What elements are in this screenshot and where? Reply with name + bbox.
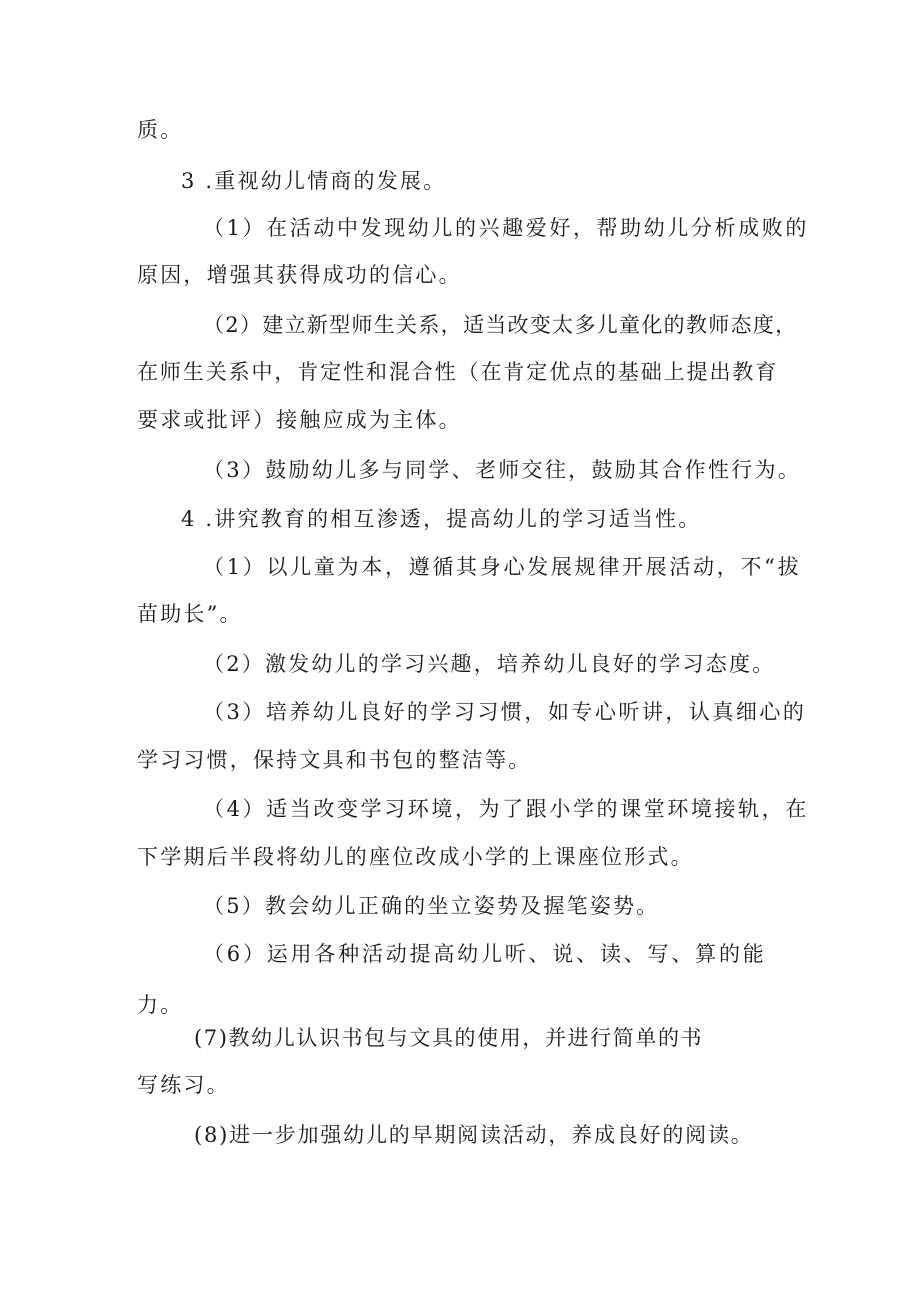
text-line: 下学期后半段将幼儿的座位改成小学的上课座位形式。 (137, 845, 694, 869)
text-line: 在师生关系中，肯定性和混合性（在肯定优点的基础上提出教育 (137, 360, 779, 384)
text-line: 力。 (137, 993, 184, 1017)
text-line: （3）鼓励幼儿多与同学、老师交往，鼓励其合作性行为。 (203, 458, 802, 482)
text-line: （1）在活动中发现幼儿的兴趣爱好，帮助幼儿分析成败的 (203, 216, 809, 240)
text-line: 原因，增强其获得成功的信心。 (137, 263, 462, 287)
text-line: 质。 (137, 118, 184, 142)
text-line: （6）运用各种活动提高幼儿听、说、读、写、算的能 (203, 942, 767, 966)
section-heading-3: 3 .重视幼儿情商的发展。 (181, 169, 447, 193)
text-line: 要求或批评）接触应成为主体。 (137, 408, 462, 432)
text-line: （2）激发幼儿的学习兴趣，培养幼儿良好的学习态度。 (203, 652, 776, 676)
text-line: （3）培养幼儿良好的学习习惯，如专心听讲，认真细心的 (203, 700, 807, 724)
text-line: (8)进一步加强幼儿的早期阅读活动，养成良好的阅读。 (194, 1123, 754, 1147)
text-line: 写练习。 (137, 1073, 230, 1097)
text-line: 苗助长”。 (137, 602, 243, 626)
text-line: （5）教会幼儿正确的坐立姿势及握笔姿势。 (203, 894, 660, 918)
text-line: (7)教幼儿认识书包与文具的使用，并进行简单的书 (194, 1026, 704, 1050)
text-line: （1）以儿童为本，遵循其身心发展规律开展活动，不“拔 (203, 555, 802, 579)
text-line: （2）建立新型师生关系，适当改变太多儿童化的教师态度， (203, 313, 798, 337)
text-line: 学习习惯，保持文具和书包的整洁等。 (137, 748, 532, 772)
section-heading-4: 4 .讲究教育的相互渗透，提高幼儿的学习适当性。 (181, 507, 702, 531)
text-line: （4）适当改变学习环境，为了跟小学的课堂环境接轨，在 (203, 797, 809, 821)
